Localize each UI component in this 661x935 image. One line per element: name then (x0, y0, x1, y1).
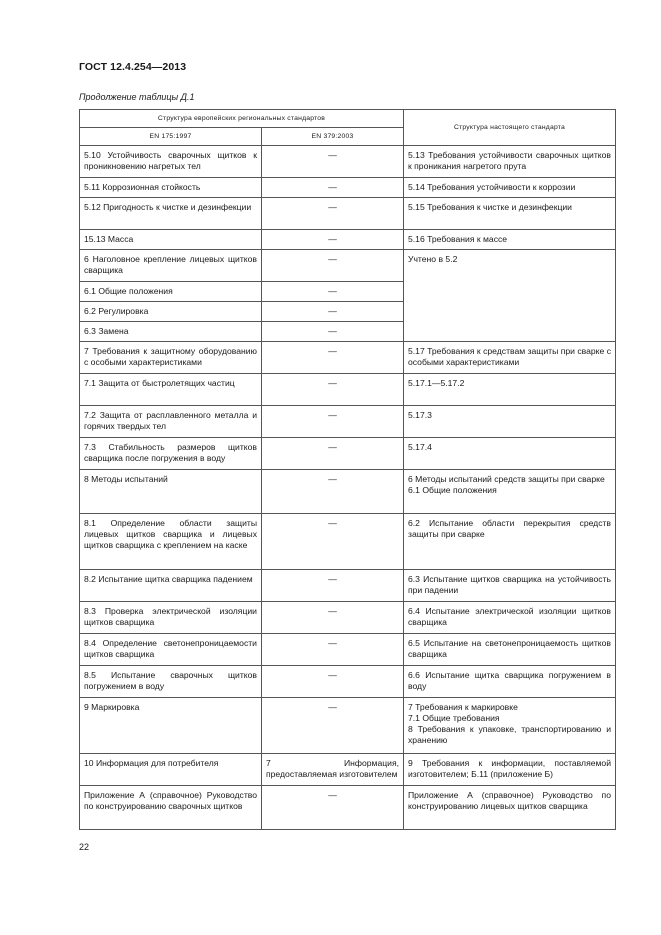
cell-en379: — (262, 470, 404, 514)
cell-en175: 7.3 Стабильность размеров щитков сварщика после погружения в воду (80, 438, 262, 470)
cell-en175: 8.3 Проверка электрической изоляции щитков сварщика (80, 602, 262, 634)
cell-line: 7.1 Общие требования (408, 713, 500, 723)
cell-en379: — (262, 698, 404, 754)
cell-this-standard: 5.16 Требования к массе (404, 230, 616, 250)
header-this-standard: Структура настоящего стандарта (404, 110, 616, 146)
cell-this-standard: 5.14 Требования устойчивости к коррозии (404, 178, 616, 198)
cell-en379: 7 Информация, предоставляемая изготовителем (262, 754, 404, 786)
cell-en379: — (262, 250, 404, 282)
cell-line: 6 Методы испытаний средств защиты при сварке (408, 474, 605, 484)
cell-this-standard: 5.13 Требования устойчивости сварочных щитков к проникания нагретого прута (404, 146, 616, 178)
cell-this-standard: 5.17.3 (404, 406, 616, 438)
cell-en379: — (262, 230, 404, 250)
cell-en379: — (262, 514, 404, 570)
cell-en175: 15.13 Масса (80, 230, 262, 250)
cell-this-standard: 6.4 Испытание электрической изоляции щитков сварщика (404, 602, 616, 634)
table-row (80, 786, 616, 830)
table-row (80, 698, 616, 754)
cell-en379: — (262, 282, 404, 302)
cell-en175: 7 Требования к защитному оборудованию с особыми характеристиками (80, 342, 262, 374)
cell-en379: — (262, 146, 404, 178)
cell-en175: 8.2 Испытание щитка сварщика падением (80, 570, 262, 602)
table-row (80, 146, 616, 178)
cell-this-standard: 6.3 Испытание щитков сварщика на устойчивость при падении (404, 570, 616, 602)
cell-this-standard: Учтено в 5.2 (404, 250, 616, 342)
page-number: 22 (79, 842, 90, 852)
cell-this-standard: 5.17.4 (404, 438, 616, 470)
cell-en379: — (262, 302, 404, 322)
correspondence-table (79, 109, 616, 830)
cell-this-standard: Приложение А (справочное) Руководство по конструированию лицевых щитков сварщика (404, 786, 616, 830)
table-caption: Продолжение таблицы Д.1 (79, 92, 195, 102)
cell-en175: 6.1 Общие положения (80, 282, 262, 302)
cell-en175: 8.5 Испытание сварочных щитков погружением в воду (80, 666, 262, 698)
cell-this-standard: 9 Требования к информации, поставляемой изготовителем; Б.11 (приложение Б) (404, 754, 616, 786)
cell-en175: 8.4 Определение светонепроницаемости щитков сварщика (80, 634, 262, 666)
table-row (80, 602, 616, 634)
table-row (80, 250, 616, 282)
cell-en175: 5.10 Устойчивость сварочных щитков к проникновению нагретых тел (80, 146, 262, 178)
cell-en379: — (262, 178, 404, 198)
cell-en175: 7.1 Защита от быстролетящих частиц (80, 374, 262, 406)
header-en-379: EN 379:2003 (262, 128, 404, 146)
header-en-175: EN 175:1997 (80, 128, 262, 146)
cell-en175: 6.2 Регулировка (80, 302, 262, 322)
cell-en379: — (262, 634, 404, 666)
table-row (80, 374, 616, 406)
cell-en379: — (262, 406, 404, 438)
cell-line: 8 Требования к упаковке, транспортированию и хранению (408, 724, 611, 745)
cell-this-standard: 6.6 Испытание щитка сварщика погружением в воду (404, 666, 616, 698)
table-row (80, 754, 616, 786)
table-row (80, 178, 616, 198)
cell-en379: — (262, 786, 404, 830)
table-row (80, 198, 616, 230)
table-row (80, 570, 616, 602)
table-row (80, 342, 616, 374)
table-row (80, 514, 616, 570)
cell-en175: Приложение А (справочное) Руководство по конструированию сварочных щитков (80, 786, 262, 830)
cell-en175: 9 Маркировка (80, 698, 262, 754)
cell-this-standard (404, 470, 616, 514)
cell-en379: — (262, 342, 404, 374)
table-row (80, 230, 616, 250)
table-header-row (80, 110, 616, 128)
table-row (80, 470, 616, 514)
cell-line: 6.1 Общие положения (408, 485, 497, 495)
cell-en379: — (262, 322, 404, 342)
cell-en175: 10 Информация для потребителя (80, 754, 262, 786)
cell-line: 7 Требования к маркировке (408, 702, 518, 712)
cell-en175: 5.12 Пригодность к чистке и дезинфекции (80, 198, 262, 230)
cell-this-standard: 5.17.1—5.17.2 (404, 374, 616, 406)
cell-this-standard: 5.17 Требования к средствам защиты при сварке с особыми характеристиками (404, 342, 616, 374)
cell-this-standard (404, 698, 616, 754)
table-row (80, 406, 616, 438)
table-row (80, 666, 616, 698)
cell-en175: 6 Наголовное крепление лицевых щитков сварщика (80, 250, 262, 282)
table-row (80, 634, 616, 666)
cell-en175: 5.11 Коррозионная стойкость (80, 178, 262, 198)
cell-en175: 8 Методы испытаний (80, 470, 262, 514)
cell-en379: — (262, 570, 404, 602)
cell-en379: — (262, 198, 404, 230)
cell-en379: — (262, 666, 404, 698)
document-header: ГОСТ 12.4.254—2013 (79, 61, 187, 73)
cell-en175: 7.2 Защита от расплавленного металла и горячих твердых тел (80, 406, 262, 438)
cell-en379: — (262, 602, 404, 634)
cell-this-standard: 6.5 Испытание на светонепроницаемость щитков сварщика (404, 634, 616, 666)
cell-en379: — (262, 438, 404, 470)
cell-en175: 6.3 Замена (80, 322, 262, 342)
header-european-standards: Структура европейских региональных стандартов (80, 110, 404, 128)
cell-this-standard: 5.15 Требования к чистке и дезинфекции (404, 198, 616, 230)
cell-en379: — (262, 374, 404, 406)
cell-en175: 8.1 Определение области защиты лицевых щитков сварщика и лицевых щитков сварщика с креплением на каске (80, 514, 262, 570)
cell-this-standard: 6.2 Испытание области перекрытия средств защиты при сварке (404, 514, 616, 570)
table-row (80, 438, 616, 470)
